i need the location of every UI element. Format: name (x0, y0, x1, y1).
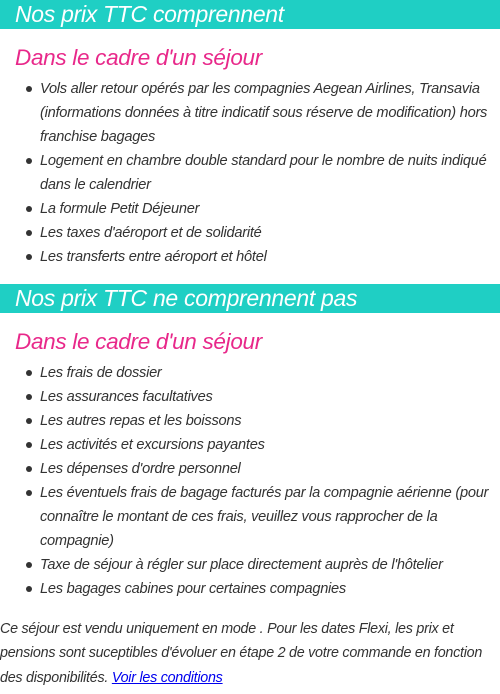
section-included (0, 0, 500, 269)
included-list (0, 77, 500, 269)
included-title: Nos prix TTC comprennent (0, 0, 500, 29)
list-item: Les frais de dossier (22, 361, 500, 385)
list-item: Les autres repas et les boissons (22, 409, 500, 433)
booking-note (0, 617, 500, 690)
conditions-link[interactable]: Voir les conditions (111, 669, 223, 686)
excluded-title: Nos prix TTC ne comprennent pas (0, 284, 500, 313)
list-item: Les bagages cabines pour certaines compagnies (22, 577, 500, 601)
list-item: Les éventuels frais de bagage facturés par la compagnie aérienne (pour connaître le montant de ces frais, veuillez vous rapprocher de la compagnie) (22, 481, 500, 553)
list-item: Les transferts entre aéroport et hôtel (22, 245, 500, 269)
included-subtitle: Dans le cadre d'un séjour (15, 45, 262, 70)
list-item: Les dépenses d'ordre personnel (22, 457, 500, 481)
list-item: Les taxes d'aéroport et de solidarité (22, 221, 500, 245)
list-item: Logement en chambre double standard pour le nombre de nuits indiqué dans le calendrier (22, 149, 500, 197)
section-excluded (0, 284, 500, 601)
list-item: Les assurances facultatives (22, 385, 500, 409)
list-item: Les activités et excursions payantes (22, 433, 500, 457)
list-item: La formule Petit Déjeuner (22, 197, 500, 221)
excluded-subtitle: Dans le cadre d'un séjour (15, 329, 262, 354)
excluded-list (0, 361, 500, 601)
note-text: Ce séjour est vendu uniquement en mode . Pour les dates Flexi, les prix et pensions sont suceptibles d'évoluer en étape 2 de votre commande en fonction des disponibilités. (0, 621, 483, 686)
list-item: Vols aller retour opérés par les compagnies Aegean Airlines, Transavia (informations données à titre indicatif sous réserve de modification) hors franchise bagages (22, 77, 500, 149)
list-item: Taxe de séjour à régler sur place directement auprès de l'hôtelier (22, 553, 500, 577)
